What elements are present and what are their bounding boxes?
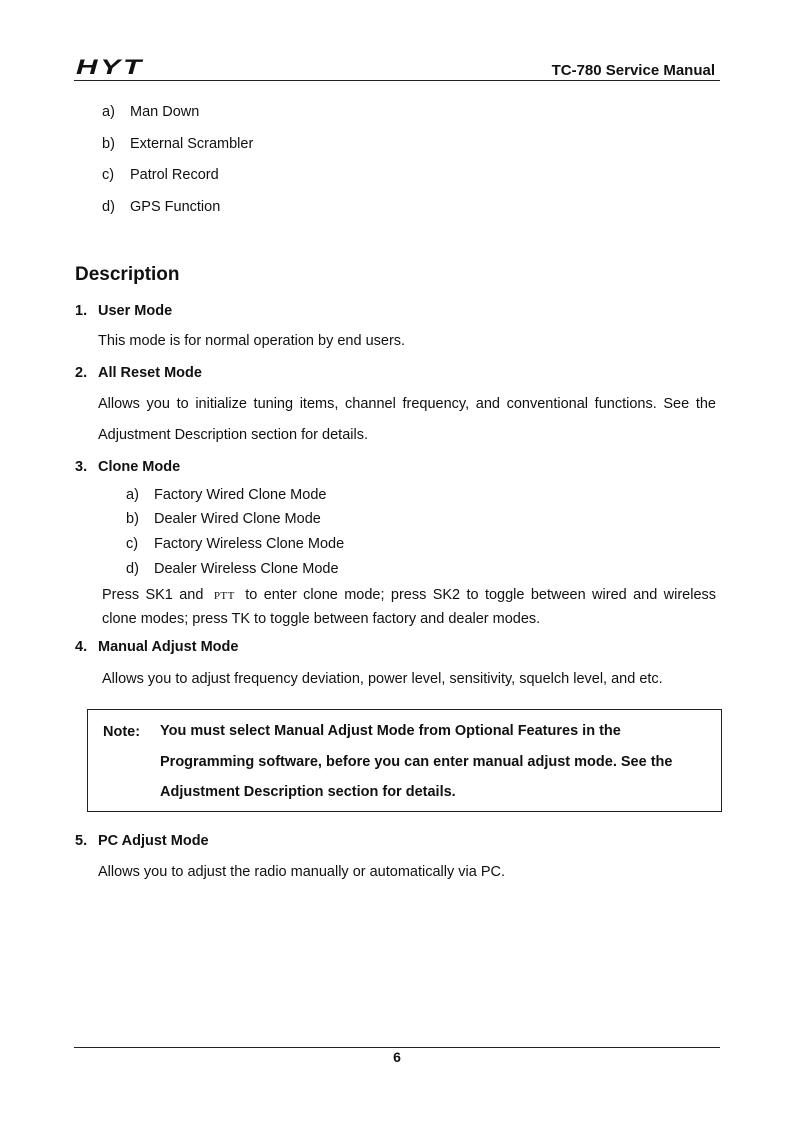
section-number: 1. — [75, 303, 88, 319]
header-title: TC-780 Service Manual — [551, 62, 715, 79]
top-list-marker: b) — [102, 136, 115, 152]
section-body: Allows you to adjust frequency deviation, power level, sensitivity, squelch level, and etc. — [102, 671, 663, 687]
clone-instructions — [102, 584, 716, 631]
section-number: 5. — [75, 833, 88, 849]
section-number: 2. — [75, 365, 88, 381]
section-body: Allows you to initialize tuning items, channel frequency, and conventional functions. See the Adjustment Description section for details. — [98, 396, 716, 443]
note-text: You must select Manual Adjust Mode from Optional Features in the Programming software, before you can enter manual adjust mode. See the Adjustment Description section for details. — [160, 723, 673, 800]
note-label: Note: — [103, 724, 141, 740]
clone-list-item: Dealer Wired Clone Mode — [154, 511, 321, 527]
clone-list-marker: d) — [126, 561, 139, 577]
page-number: 6 — [393, 1049, 401, 1065]
section-title: Manual Adjust Mode — [98, 639, 239, 655]
top-list-marker: d) — [102, 199, 115, 215]
logo-text: HYT — [76, 56, 145, 77]
section-number: 3. — [75, 459, 88, 475]
section-number: 4. — [75, 639, 88, 655]
section-title: User Mode — [98, 303, 173, 319]
clone-instructions-start: Press SK1 and — [102, 587, 204, 603]
clone-list-item: Factory Wired Clone Mode — [154, 487, 327, 503]
ptt-key-label: PTT — [213, 590, 235, 602]
section-title: All Reset Mode — [98, 365, 202, 381]
top-list-item: GPS Function — [130, 199, 221, 215]
clone-list-marker: b) — [126, 511, 139, 527]
top-list-item: External Scrambler — [130, 136, 254, 152]
section-body: This mode is for normal operation by end users. — [98, 333, 406, 349]
hyt-logo — [76, 55, 148, 77]
footer-divider — [74, 1047, 720, 1048]
top-list-item: Man Down — [130, 104, 200, 120]
top-list-marker: c) — [102, 167, 115, 183]
clone-list-item: Factory Wireless Clone Mode — [154, 536, 345, 552]
clone-list-marker: a) — [126, 487, 139, 503]
clone-instructions-end: to enter clone mode; press SK2 to toggle between wired and wireless clone modes; press TK to toggle between factory and dealer modes. — [102, 587, 717, 627]
top-list-item: Patrol Record — [130, 167, 219, 183]
section-heading: Description — [75, 264, 180, 285]
header-divider — [74, 80, 720, 81]
section-body: Allows you to adjust the radio manually or automatically via PC. — [98, 864, 505, 880]
clone-list-item: Dealer Wireless Clone Mode — [154, 561, 339, 577]
top-list-marker: a) — [102, 104, 115, 120]
section-title: Clone Mode — [98, 459, 181, 475]
section-title: PC Adjust Mode — [98, 833, 209, 849]
clone-list-marker: c) — [126, 536, 139, 552]
